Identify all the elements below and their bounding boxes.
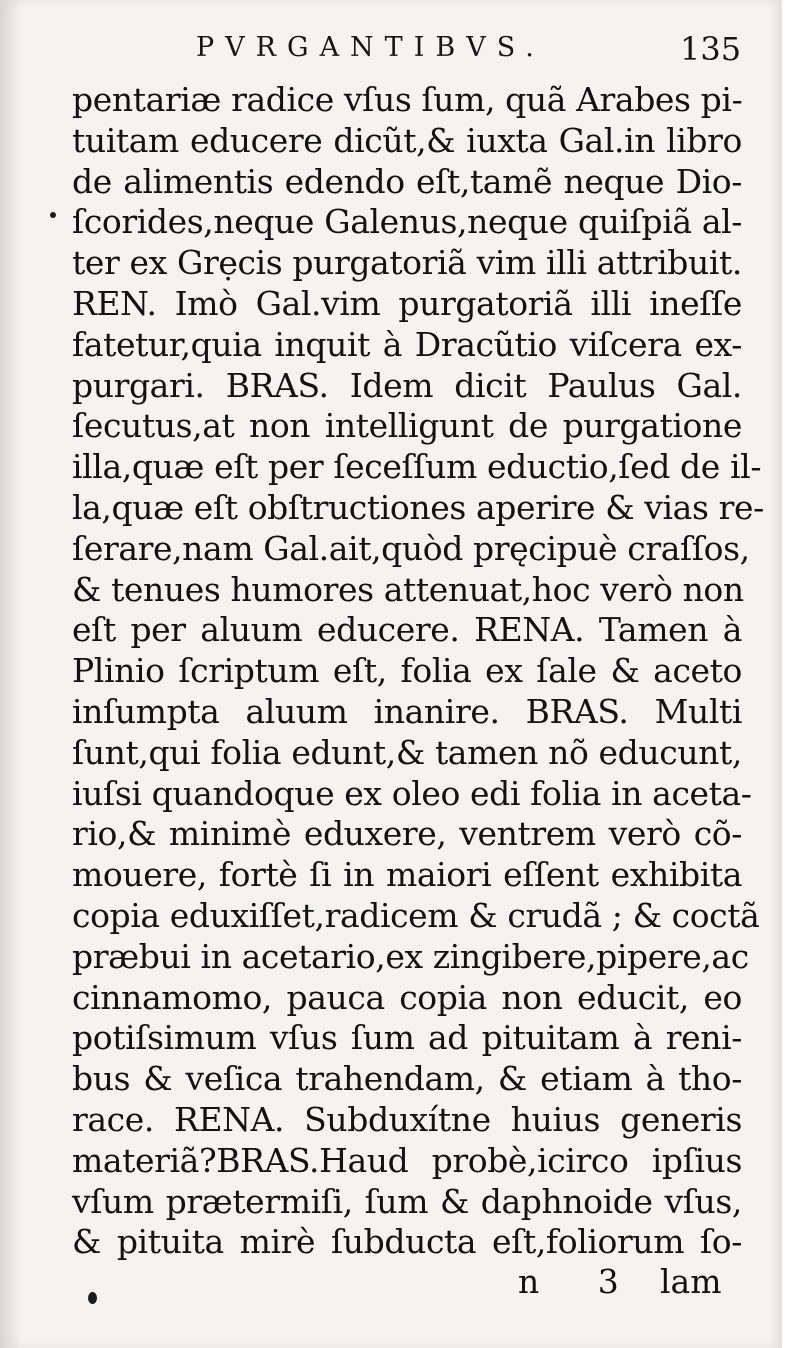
text-line: potiſsimum vſus ſum ad pituitam à reni- [72,1018,742,1058]
ink-blot [88,1292,97,1304]
text-line: race. RENA. Subduxítne huius generis [72,1099,742,1139]
text-line: vſum prætermiſi, ſum & daphnoide vſus, [72,1181,742,1221]
page-header [0,30,782,74]
text-line: ſunt,qui folia edunt,& tamen nõ educunt, [72,732,742,772]
text-line: materiã?BRAS.Haud probè,icirco ipſius [72,1140,742,1180]
text-line: bus & veſica trahendam, & etiam à tho- [72,1059,742,1099]
catchword: lam [660,1262,722,1301]
text-line: rio,& minimè eduxere, ventrem verò cõ- [72,814,742,854]
page-number: 135 [680,30,742,68]
body-text [72,80,764,1263]
text-line: tuitam educere dicũt,& iuxta Gal.in libro [72,120,742,160]
signature-mark: n 3 [518,1262,643,1301]
text-line: de alimentis edendo eſt,tamẽ neque Dio- [72,161,742,201]
text-line: cinnamomo, pauca copia non educit, eo [72,977,742,1017]
text-line: ſecutus,at non intelligunt de purgatione [72,406,742,446]
text-line: & tenues humores attenuat,hoc verò non [72,569,744,609]
text-line: copia eduxiſſet,radicem & crudã ; & coctã [72,895,760,935]
page-footer [0,1262,782,1306]
text-line: la,quæ eſt obſtructiones aperire & vias re- [72,487,764,527]
running-head: PVRGANTIBVS. [196,32,545,63]
text-line: Plinio ſcriptum eſt, folia ex ſale & aceto [72,651,742,691]
text-line: & pituita mirè ſubducta eſt,foliorum ſo- [72,1222,742,1262]
text-line: fatetur,quia inquit à Dracũtio viſcera ex- [72,324,742,364]
ink-blot [50,212,56,218]
text-line: pentariæ radice vſus ſum, quã Arabes pi- [72,80,743,119]
text-line: iuſsi quandoque ex oleo edi folia in aceta- [72,773,752,813]
gutter-shadow [0,0,22,1348]
text-line: REN. Imò Gal.vim purgatoriã illi ineſſe [72,283,742,323]
text-line: illa,quæ eſt per ſeceſſum eductio,ſed de il- [72,447,762,487]
text-line: ter ex Grẹcis purgatoriã vim illi attribuit. [72,243,742,283]
text-line: inſumpta aluum inanire. BRAS. Multi [72,691,742,731]
text-line: ſerare,nam Gal.ait,quòd pręcipuè craſſos, [72,528,750,568]
text-line: eſt per aluum educere. RENA. Tamen à [72,610,742,650]
text-line: ſcorides,neque Galenus,neque quiſpiã al- [72,202,742,242]
text-line: præbui in acetario,ex zingibere,pipere,ac [72,936,749,976]
text-line: purgari. BRAS. Idem dicit Paulus Gal. [72,365,742,405]
text-line: mouere, fortè ſi in maiori eſſent exhibita [72,855,742,895]
